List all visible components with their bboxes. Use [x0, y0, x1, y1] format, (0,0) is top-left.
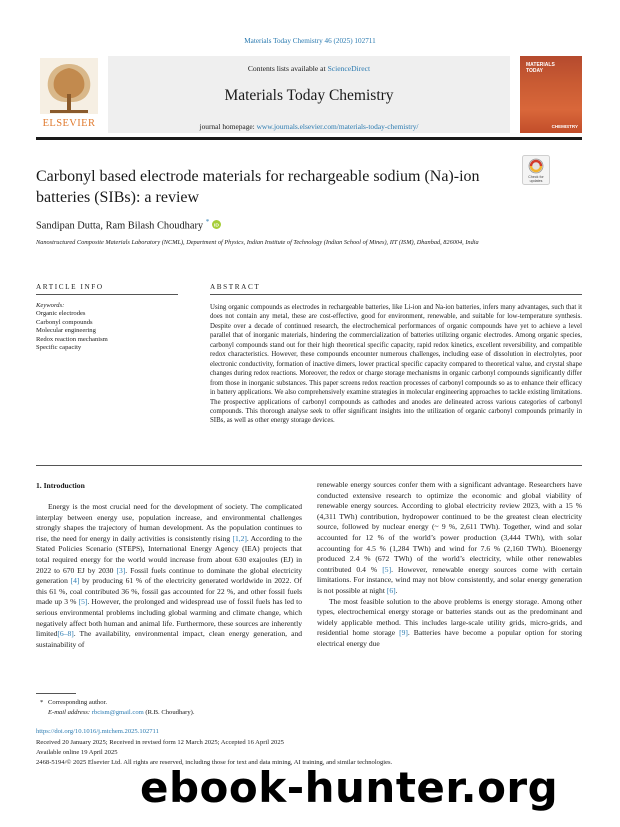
citation-ref[interactable]: [9]	[399, 628, 408, 638]
svg-text:updates: updates	[529, 179, 543, 183]
body-rule	[36, 465, 582, 466]
author-dutta[interactable]: Sandipan Dutta	[36, 220, 101, 232]
keywords-label: Keywords:	[36, 302, 65, 309]
email-suffix: (R.B. Choudhary).	[145, 708, 195, 716]
received-dates: Received 20 January 2025; Received in revised form 12 March 2025; Accepted 16 April 2025	[36, 739, 284, 746]
doi-link[interactable]: https://doi.org/10.1016/j.mtchem.2025.102711	[36, 728, 159, 735]
svg-text:iD: iD	[213, 223, 219, 229]
author-separator: ,	[100, 220, 103, 232]
keyword: Carbonyl compounds	[36, 318, 93, 326]
paragraph: renewable energy sources confer them with a significant advantage. Researchers have conducted extensive research to optimize the economic and global viability of renewable energy sources. According to global electricity review 2023, with a 15 % (4,311 TWh) contribution, hydropower continued to be the greatest clean electricity source, followed by nuclear energy (~ 9 %, 2,611 TWh). Together, wind and solar accounted for 12 % of the world’s power production (3,444 TWh), with solar accounting for 4.5 % (1,284 TWh) and wind for 7.6 % (2,160 TWh). Bioenergy produced 2.4 % (672 TWh) of the world’s electricity, while other renewables contributed 0.4 % [5]. However, renewable energy sources come with certain limitations. For instance, wind may not blow consistently, and solar energy generation is not possible at night [6].	[317, 480, 582, 595]
citation-ref[interactable]: [5]	[382, 564, 392, 574]
paragraph: The most feasible solution to the above problems is energy storage. Among other types, electrochemical energy storage or batteries stands out as the predominant and widely applicable method. This includes large-scale utility grids, micro-grids, and residential home storage [9]. Batteries have become a popular option for storing electrical energy due	[317, 596, 582, 648]
citation-ref[interactable]: [6]	[386, 585, 396, 595]
body-column-right	[317, 480, 582, 650]
available-online: Available online 19 April 2025	[36, 748, 118, 756]
body-column-left	[36, 502, 302, 650]
keyword: Specific capacity	[36, 344, 82, 352]
homepage-prefix: journal homepage:	[199, 122, 257, 131]
check-for-updates-icon[interactable]	[522, 155, 550, 185]
article-info-heading: ARTICLE INFO	[36, 283, 104, 291]
email-link[interactable]: rbcism@gmail.com	[91, 708, 144, 716]
cover-label: CHEMISTRY	[551, 124, 578, 129]
authors	[36, 218, 221, 231]
citation-ref[interactable]: [6–8]	[57, 629, 74, 639]
citation-ref[interactable]: [4]	[70, 576, 80, 586]
email-label: E-mail address:	[48, 708, 91, 716]
corresponding-mark[interactable]: *	[205, 218, 210, 226]
contents-prefix: Contents lists available at	[247, 64, 328, 73]
info-rule	[36, 294, 178, 295]
keywords-list	[36, 302, 108, 352]
sciencedirect-link[interactable]: ScienceDirect	[327, 64, 371, 73]
keyword: Organic electrodes	[36, 310, 86, 318]
citation-ref[interactable]: [3]	[116, 565, 126, 575]
svg-text:ELSEVIER: ELSEVIER	[42, 118, 96, 129]
copyright: 2468-5194/© 2025 Elsevier Ltd. All rights are reserved, including those for text and data mining, AI training, and similar technologies.	[36, 758, 393, 766]
affiliation: Nanostructured Composite Materials Laboratory (NCML), Department of Physics, Indian Institute of Technology (Indian School of Mines), IIT (ISM), Dhanbad, 826004, India	[36, 239, 479, 246]
section-title: 1. Introduction	[36, 481, 85, 490]
abstract-rule	[210, 294, 582, 295]
watermark: ebook-hunter.org	[140, 763, 559, 812]
corresponding-author-note: Corresponding author.	[48, 699, 107, 706]
homepage-link[interactable]: www.journals.elsevier.com/materials-today-chemistry/	[256, 122, 419, 131]
journal-citation[interactable]: Materials Today Chemistry 46 (2025) 102711	[244, 37, 376, 45]
orcid-icon[interactable]	[212, 220, 221, 229]
footnote-rule	[36, 693, 76, 694]
author-choudhary[interactable]: Ram Bilash Choudhary	[105, 220, 204, 232]
abstract-heading: ABSTRACT	[210, 283, 261, 291]
keyword: Molecular engineering	[36, 327, 96, 335]
keyword: Redox reaction mechanism	[36, 335, 108, 343]
footnote	[40, 698, 195, 718]
journal-cover-image	[520, 56, 582, 133]
paragraph: Energy is the most crucial need for the development of society. The complicated interplay between energy use, population increase, and environmental challenges strongly shapes the trajectory of human development. As the population continues to rise, the need for energy in daily activities is consistently rising [1,2]. According to the Stated Policies Scenario (STEPS), International Energy Agency (IEA) projects that total required energy for the world would increase from about 630 exajoules (EJ) in 2022 to 670 EJ by 2030 [3]. Fossil fuels continue to dominate the global electricity generation [4] by producing 61 % of the electricity generated worldwide in 2022. Of this 61 %, coal contributed 36 %, fossil gas accounted for 22 %, and other fossil fuels made up 3 % [5]. However, the prolonged and widespread use of fossil fuels has led to serious environmental problems including global warming and climate change, which negatively affect both human and animal life. Furthermore, these sources are inherently limited[6–8]. The availability, environmental impact, clean energy generation, and sustainability of	[36, 502, 303, 649]
svg-text:Check for: Check for	[528, 175, 544, 179]
homepage-line	[108, 122, 510, 131]
contents-line	[108, 64, 510, 73]
journal-name: Materials Today Chemistry	[224, 87, 394, 104]
citation-ref[interactable]: [5]	[78, 597, 88, 607]
masthead-rule	[36, 137, 582, 140]
elsevier-logo	[36, 56, 102, 132]
article-title: Carbonyl based electrode materials for rechargeable sodium (Na)-ion batteries (SIBs): a review	[36, 168, 480, 206]
cover-title: MATERIALS TODAY	[526, 62, 555, 74]
footnote-mark: *	[40, 699, 44, 706]
citation-ref[interactable]: [1,2]	[232, 533, 247, 543]
abstract-text: Using organic compounds as electrodes in rechargeable batteries, like Li-ion and Na-ion batteries, infers many advantages, such that it does not contain any metal, these are cost-effective, good for environment, renewable, and suitable for low-temperature synthesis. Despite over a decade of continued research, the electrochemical performances of organic compounds have yet to achieve a level parallel that of inorganic materials, hindering the commercialization of batteries utilizing organic electrodes. Among organic species, carbonyl compounds stand out for their high theoretical specific capacity, rapid redox kinetics, excellent reversibility, and compatible redox characteristics. However, these compounds encounter numerous challenges, including ease of dissolution in electrolytes, poor electronic conductivity, formation of inactive dimers, lower practical specific capacity compared to theoretical value, and crystal shape changes during redox reactions. Moreover, the redox or charge storage mechanisms in organic carbonyl compounds significantly differ from those in inorganic substances. This paper screens redox reaction processes of carbonyl compounds so as to enhance their efficacy in battery applications. We also comprehensively examine strategies in molecular engineering approaches to tackle existing limitations. The prospective applications of carbonyl compounds as cathodes and anodes are delineated across various categories of carbonyl compounds. This thorough analyse seek to offer significant insights into the utilization of organic carbonyl compounds primarily in SIBs, as well as other energy storage devices.	[210, 304, 582, 425]
